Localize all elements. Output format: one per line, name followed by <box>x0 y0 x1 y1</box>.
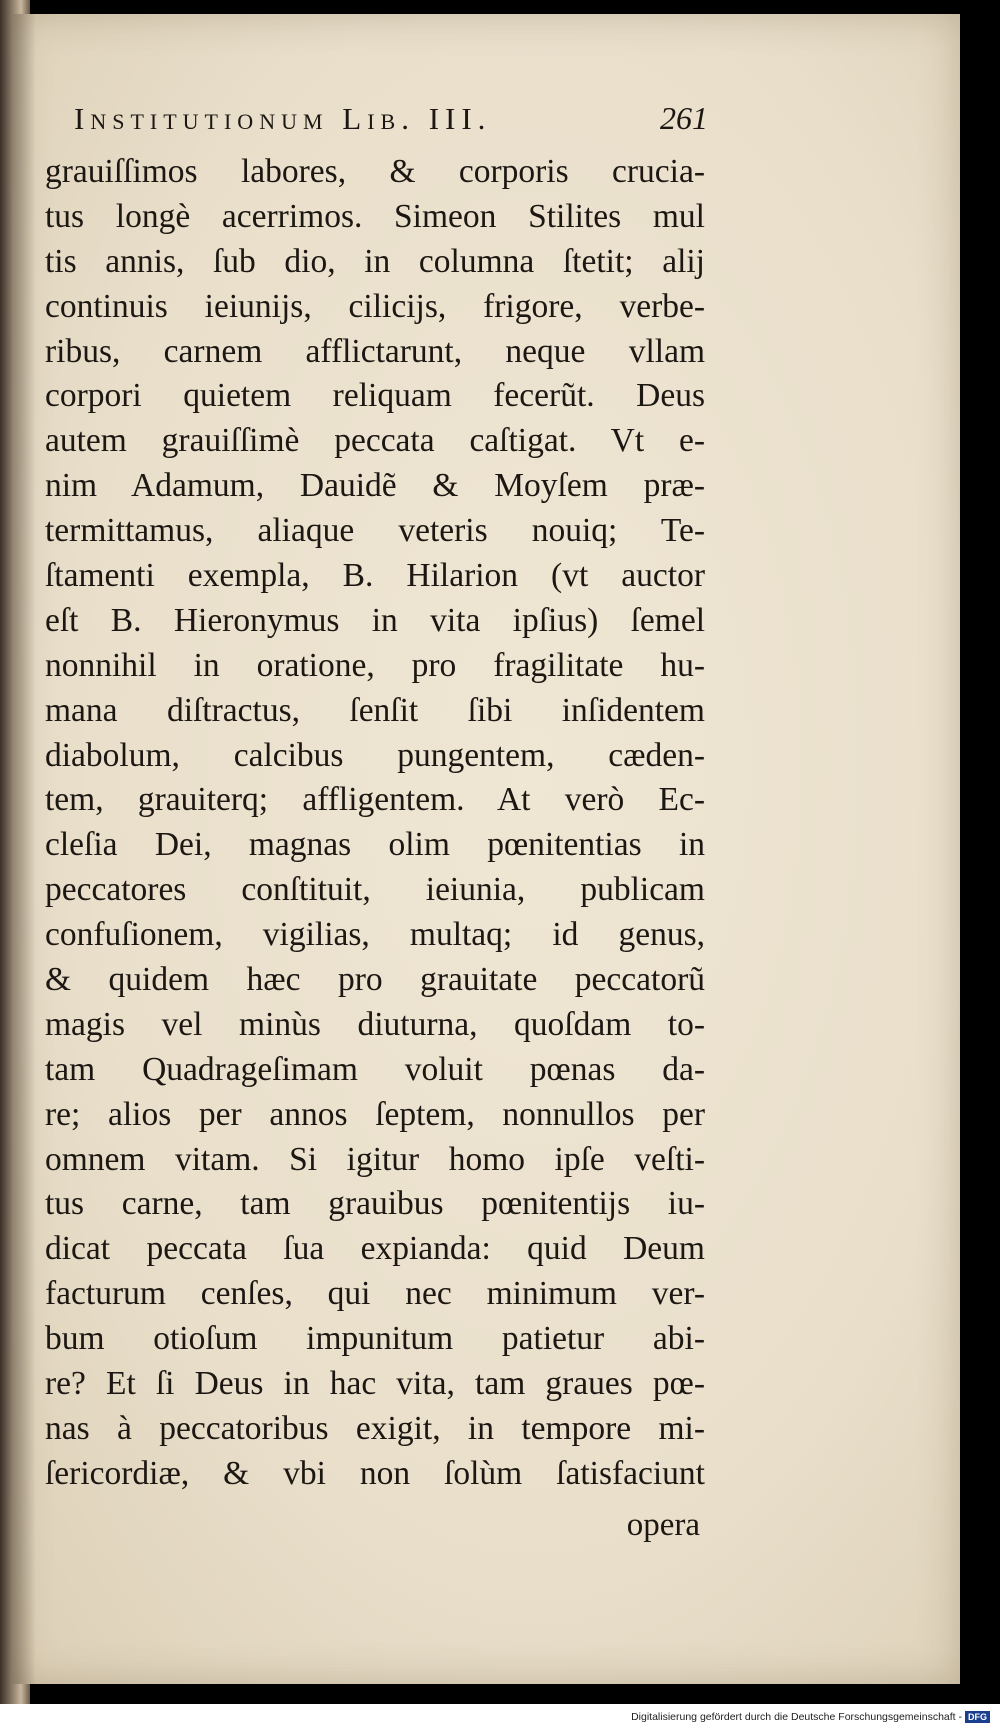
text-line: facturum cenſes, qui nec minimum ver- <box>45 1275 705 1313</box>
text-line: autem grauiſſimè peccata caſtigat. Vt e- <box>45 422 705 460</box>
text-line: ſericordiæ, & vbi non ſolùm ſatisfaciunt <box>45 1454 705 1492</box>
text-line: dicat peccata ſua expianda: quid Deum <box>45 1230 705 1268</box>
text-line: diabolum, calcibus pungentem, cæden- <box>45 736 705 774</box>
text-line: tem, grauiterq; affligentem. At verò Ec- <box>45 781 705 819</box>
text-line: magis vel minùs diuturna, quoſdam to- <box>45 1005 705 1043</box>
text-line: confuſionem, vigilias, multaq; id genus, <box>45 916 705 954</box>
digitization-credit <box>631 1711 990 1723</box>
text-line: tus longè acerrimos. Simeon Stilites mul <box>45 197 705 235</box>
text-line: omnem vitam. Si igitur homo ipſe veſti- <box>45 1140 705 1178</box>
text-line: re; alios per annos ſeptem, nonnullos per <box>45 1095 705 1133</box>
text-line: peccatores conſtituit, ieiunia, publicam <box>45 871 705 909</box>
text-line: termittamus, aliaque veteris nouiq; Te- <box>45 512 705 550</box>
dfg-logo-icon: DFG <box>965 1711 990 1723</box>
text-line: ribus, carnem afflictarunt, neque vllam <box>45 332 705 370</box>
text-line: nonnihil in oratione, pro fragilitate hu- <box>45 646 705 684</box>
text-line: tam Quadrageſimam voluit pœnas da- <box>45 1050 705 1088</box>
body-text <box>45 150 705 1497</box>
text-line: continuis ieiunijs, cilicijs, frigore, verbe- <box>45 287 705 325</box>
text-line: nas à peccatoribus exigit, in tempore mi- <box>45 1409 705 1447</box>
text-line: & quidem hæc pro grauitate peccatorũ <box>45 961 705 999</box>
text-line: corpori quietem reliquam fecerũt. Deus <box>45 377 705 415</box>
running-title: Institutionum Lib. III. <box>74 101 492 136</box>
text-line: ſtamenti exempla, B. Hilarion (vt auctor <box>45 557 705 595</box>
text-line: mana diſtractus, ſenſit ſibi inſidentem <box>45 691 705 729</box>
catchword: opera <box>626 1507 700 1543</box>
credit-text: Digitalisierung gefördert durch die Deutsche Forschungsgemeinschaft - <box>631 1711 962 1723</box>
text-line: eſt B. Hieronymus in vita ipſius) ſemel <box>45 601 705 639</box>
text-line: tis annis, ſub dio, in columna ſtetit; alij <box>45 242 705 280</box>
page-gutter-shadow <box>12 14 36 1684</box>
text-line: cleſia Dei, magnas olim pœnitentias in <box>45 826 705 864</box>
text-line: tus carne, tam grauibus pœnitentijs iu- <box>45 1185 705 1223</box>
running-header <box>74 100 708 144</box>
text-line: bum otioſum impunitum patietur abi- <box>45 1320 705 1358</box>
text-line: re? Et ſi Deus in hac vita, tam graues pœ- <box>45 1365 705 1403</box>
page-number: 261 <box>660 100 708 136</box>
text-line: nim Adamum, Dauidẽ & Moyſem præ- <box>45 467 705 505</box>
text-line: grauiſſimos labores, & corporis crucia- <box>45 153 705 190</box>
